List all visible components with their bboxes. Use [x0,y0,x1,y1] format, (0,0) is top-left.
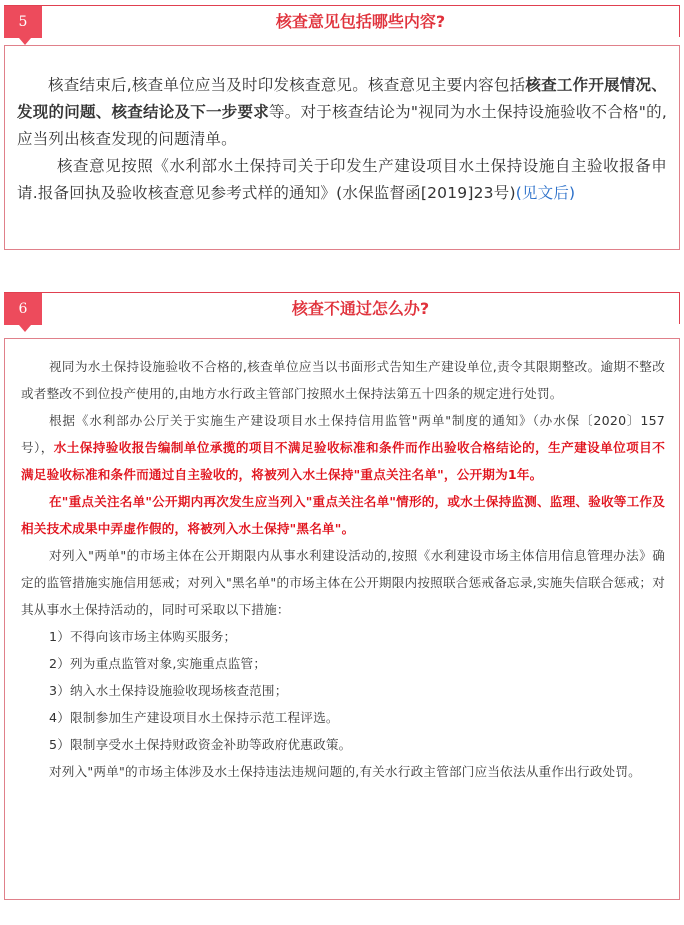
measure-item: 3）纳入水土保持设施验收现场核查范围； [49,683,288,698]
measure-item: 2）列为重点监管对象,实施重点监管； [49,656,267,671]
section-5-number-badge: 5 [4,6,42,38]
key-content-emphasis: 核查工作开展情况、发现的问题、核查结论及下一步要求 [17,76,667,121]
section-6-paragraph-2: 根据《水利部办公厅关于实施生产建设项目水土保持信用监管"两单"制度的通知》（办水保〔2020〕157号），水土保持验收报告编制单位承揽的项目不满足验收标准和条件而作出验收合格结论的，生产建设单位项目不满足验收标准和条件而通过自主验收的，将被列入水土保持"重点关注名单"，公开期为1年。 [21,413,665,482]
blacklist-rule: 在"重点关注名单"公开期内再次发生应当列入"重点关注名单"情形的，或水土保持监测、监理、验收等工作及相关技术成果中弄虚作假的，将被列入水土保持"黑名单"。 [21,494,665,536]
section-6 [4,292,680,907]
section-6-paragraph-1: 视同为水土保持设施验收不合格的,核查单位应当以书面形式告知生产建设单位,责令其限期整改。逾期不整改或者整改不到位投产使用的,由地方水行政主管部门按照水土保持法第五十四条的规定进行处罚。 [21,359,665,401]
measure-item: 1）不得向该市场主体购买服务； [49,629,237,644]
section-6-body [4,338,680,900]
see-appendix-link[interactable]: (见文后) [515,184,576,202]
section-6-title: 核查不通过怎么办? [291,299,430,318]
measure-item: 5）限制享受水土保持财政资金补助等政府优惠政策。 [49,737,352,752]
key-focus-list-rule: 水土保持验收报告编制单位承揽的项目不满足验收标准和条件而作出验收合格结论的，生产建设单位项目不满足验收标准和条件而通过自主验收的，将被列入水土保持"重点关注名单"，公开期为1年。 [21,440,665,482]
section-6-header [4,292,680,324]
section-5-title: 核查意见包括哪些内容? [275,12,446,31]
measure-item: 4）限制参加生产建设项目水土保持示范工程评选。 [49,710,339,725]
section-5-paragraph-1: 核查结束后,核查单位应当及时印发核查意见。核查意见主要内容包括核查工作开展情况、发现的问题、核查结论及下一步要求等。对于核查结论为"视同为水土保持设施验收不合格"的,应当列出核查发现的问题清单。 [17,76,667,148]
section-5-paragraph-2: 核查意见按照《水利部水土保持司关于印发生产建设项目水土保持设施自主验收报备申请.报备回执及验收核查意见参考式样的通知》(水保监督函[2019]23号)(见文后) [17,157,667,202]
section-5 [4,5,680,250]
section-6-number-badge: 6 [4,293,42,325]
section-5-header [4,5,680,37]
section-6-paragraph-5: 对列入"两单"的市场主体涉及水土保持违法违规问题的,有关水行政主管部门应当依法从重作出行政处罚。 [49,764,641,779]
section-5-body [4,45,680,250]
section-6-paragraph-4: 对列入"两单"的市场主体在公开期限内从事水利建设活动的,按照《水利建设市场主体信用信息管理办法》确定的监管措施实施信用惩戒；对列入"黑名单"的市场主体在公开期限内按照联合惩戒备忘录,实施失信联合惩戒；对其从事水土保持活动的，同时可采取以下措施： [21,548,665,617]
